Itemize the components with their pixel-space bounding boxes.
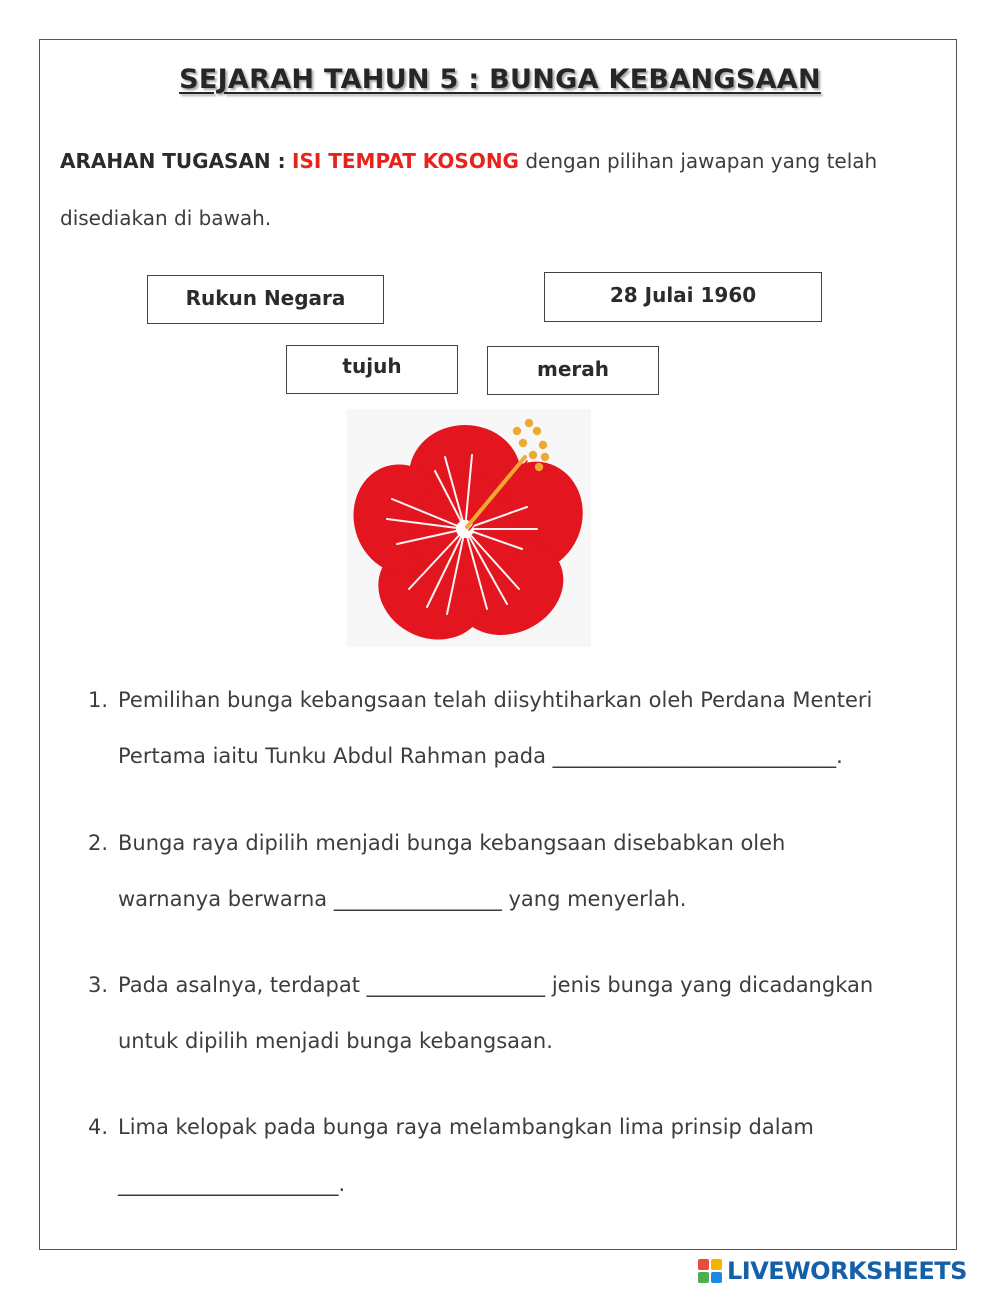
question-4-number: 4.: [88, 1115, 109, 1139]
question-1-line-2: Pertama iaitu Tunku Abdul Rahman pada ___________________________.: [118, 744, 843, 768]
question-2-number: 2.: [88, 831, 109, 855]
instruction-line-2: [60, 206, 271, 230]
question-2-line-1: Bunga raya dipilih menjadi bunga kebangsaan disebabkan oleh: [118, 831, 786, 855]
answer-option-rukun-negara[interactable]: [147, 275, 384, 324]
instruction-line-1: [60, 149, 877, 173]
hibiscus-flower-icon: [347, 409, 591, 647]
answer-option-label: Rukun Negara: [185, 286, 346, 310]
question-4-line-2: _____________________.: [118, 1172, 346, 1196]
worksheet-title: SEJARAH TAHUN 5 : BUNGA KEBANGSAAN: [179, 64, 821, 95]
question-3-line-2: untuk dipilih menjadi bunga kebangsaan.: [118, 1029, 553, 1053]
answer-option-label: merah: [536, 357, 609, 381]
liveworksheets-logo: [697, 1257, 967, 1285]
liveworksheets-wordmark: LIVEWORKSHEETS: [727, 1257, 967, 1285]
question-1-line-1: Pemilihan bunga kebangsaan telah diisyhtiharkan oleh Perdana Menteri: [118, 688, 873, 712]
liveworksheets-blocks-icon: [697, 1258, 723, 1284]
question-4-line-1: Lima kelopak pada bunga raya melambangkan lima prinsip dalam: [118, 1115, 814, 1139]
question-3-number: 3.: [88, 973, 109, 997]
answer-option-date[interactable]: [544, 272, 822, 322]
answer-option-tujuh[interactable]: [286, 345, 458, 394]
instruction-highlight: ISI TEMPAT KOSONG: [292, 149, 519, 173]
question-2-line-2: warnanya berwarna ________________ yang menyerlah.: [118, 887, 687, 911]
question-3-line-1: Pada asalnya, terdapat _________________ jenis bunga yang dicadangkan: [118, 973, 874, 997]
answer-option-label: tujuh: [342, 354, 402, 378]
question-1-number: 1.: [88, 688, 109, 712]
answer-option-label: 28 Julai 1960: [609, 283, 757, 307]
instruction-text-2: disediakan di bawah.: [60, 206, 272, 230]
instruction-label: ARAHAN TUGASAN :: [60, 149, 286, 173]
answer-option-merah[interactable]: [487, 346, 659, 395]
instruction-text-1: dengan pilihan jawapan yang telah: [525, 149, 878, 173]
